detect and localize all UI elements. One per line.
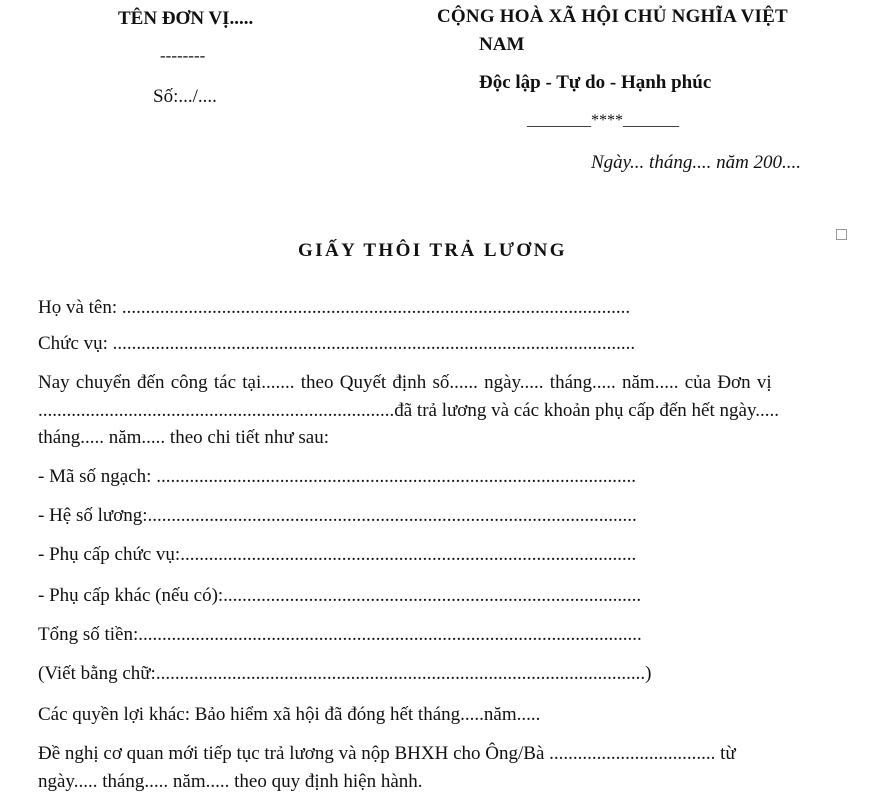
document-number: Số:.../....	[153, 86, 217, 107]
total-amount-line: Tổng số tiền:..........................................................................................................	[38, 624, 642, 645]
position-line: Chức vụ: ..............................................................................................................	[38, 333, 636, 354]
other-allowance-line: - Phụ cấp khác (nếu có):........................................................................................	[38, 585, 642, 606]
unit-name: TÊN ĐƠN VỊ.....	[118, 8, 254, 29]
transfer-line-1: Nay chuyển đến công tác tại....... theo Quyết định số...... ngày..... tháng..... năm..... của Đơn vị	[38, 372, 772, 393]
amount-in-words-line: (Viết bằng chữ:.......................................................................................................)	[38, 663, 652, 684]
date-line: Ngày... tháng.... năm 200....	[591, 152, 802, 173]
country-name-line1: CỘNG HOÀ XÃ HỘI CHỦ NGHĨA VIỆT	[437, 6, 788, 27]
document-title: GIẤY THÔI TRẢ LƯƠNG	[298, 240, 567, 261]
proposal-line-1: Đề nghị cơ quan mới tiếp tục trả lương và nộp BHXH cho Ông/Bà ................................... từ	[38, 743, 736, 764]
salary-coefficient-line: - Hệ số lương:.......................................................................................................	[38, 505, 637, 526]
transfer-line-2: ...........................................................................đã trả lương và các khoản phụ cấp đến hết ngày.....	[38, 400, 779, 421]
unit-divider: --------	[160, 46, 206, 65]
rank-code-line: - Mã số ngạch: .....................................................................................................	[38, 466, 636, 487]
transfer-line-3: tháng..... năm..... theo chi tiết như sau:	[38, 427, 330, 448]
national-motto: Độc lập - Tự do - Hạnh phúc	[479, 72, 712, 93]
proposal-line-2: ngày..... tháng..... năm..... theo quy định hiện hành.	[38, 771, 423, 792]
country-name-line2: NAM	[479, 34, 525, 55]
checkbox[interactable]	[836, 229, 847, 240]
motto-divider: ________****_______	[527, 112, 679, 129]
other-benefits-line: Các quyền lợi khác: Bảo hiểm xã hội đã đóng hết tháng.....năm.....	[38, 704, 541, 725]
position-allowance-line: - Phụ cấp chức vụ:................................................................................................	[38, 544, 637, 565]
full-name-line: Họ và tên: ...........................................................................................................	[38, 297, 631, 318]
